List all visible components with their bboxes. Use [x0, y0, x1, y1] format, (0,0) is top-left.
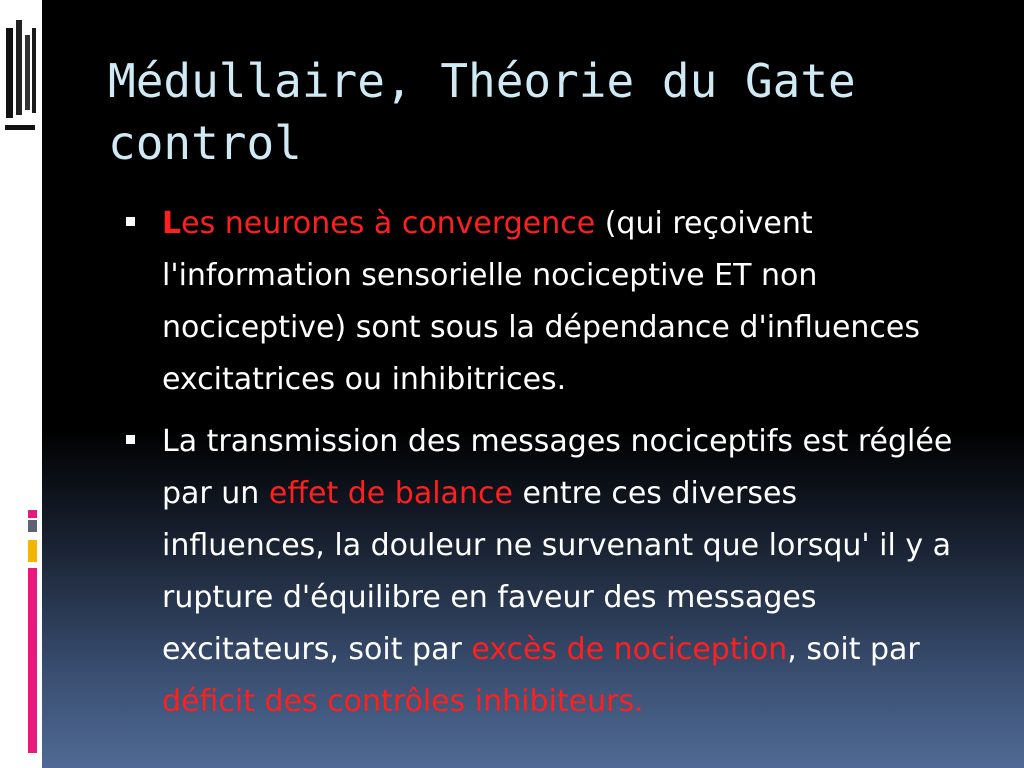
highlight-text: excès de nociception — [471, 632, 788, 667]
left-decorative-band — [0, 0, 42, 768]
bullet-item-1 — [124, 198, 964, 406]
bullet-item-2 — [124, 416, 964, 728]
bullet-square-icon — [126, 217, 135, 226]
slide-title: Médullaire, Théorie du Gate control — [108, 54, 856, 170]
highlight-text: es neurones à convergence — [181, 206, 596, 241]
highlight-text: L — [162, 206, 182, 241]
accent-bar-pink-long — [28, 568, 37, 753]
body-text: (qui reçoivent l'information sensorielle nociceptive ET non nociceptive) sont sous la dépendance d'influences excitatrices ou inhibitrices. — [162, 206, 920, 397]
decorative-stroke — [25, 35, 30, 110]
body-text: , soit par — [787, 632, 920, 667]
highlight-text: déficit des contrôles inhibiteurs. — [162, 684, 644, 719]
accent-bar-grey — [28, 520, 37, 532]
highlight-text: effet de balance — [268, 476, 513, 511]
bullet-square-icon — [126, 435, 135, 444]
body-text: La transmission des messages nociceptifs est réglée par un — [162, 424, 953, 511]
body-text: entre ces diverses influences, la douleur ne survenant que lorsqu' il y a rupture d'équilibre en faveur des messages excitateurs, soit par — [162, 476, 952, 667]
decorative-stroke — [16, 20, 22, 115]
accent-bar-pink — [28, 510, 37, 518]
accent-bar-yellow — [28, 540, 37, 562]
decorative-stroke — [6, 28, 13, 118]
slide-content — [124, 198, 964, 738]
decorative-stroke — [5, 125, 35, 130]
decorative-stroke — [32, 28, 36, 113]
